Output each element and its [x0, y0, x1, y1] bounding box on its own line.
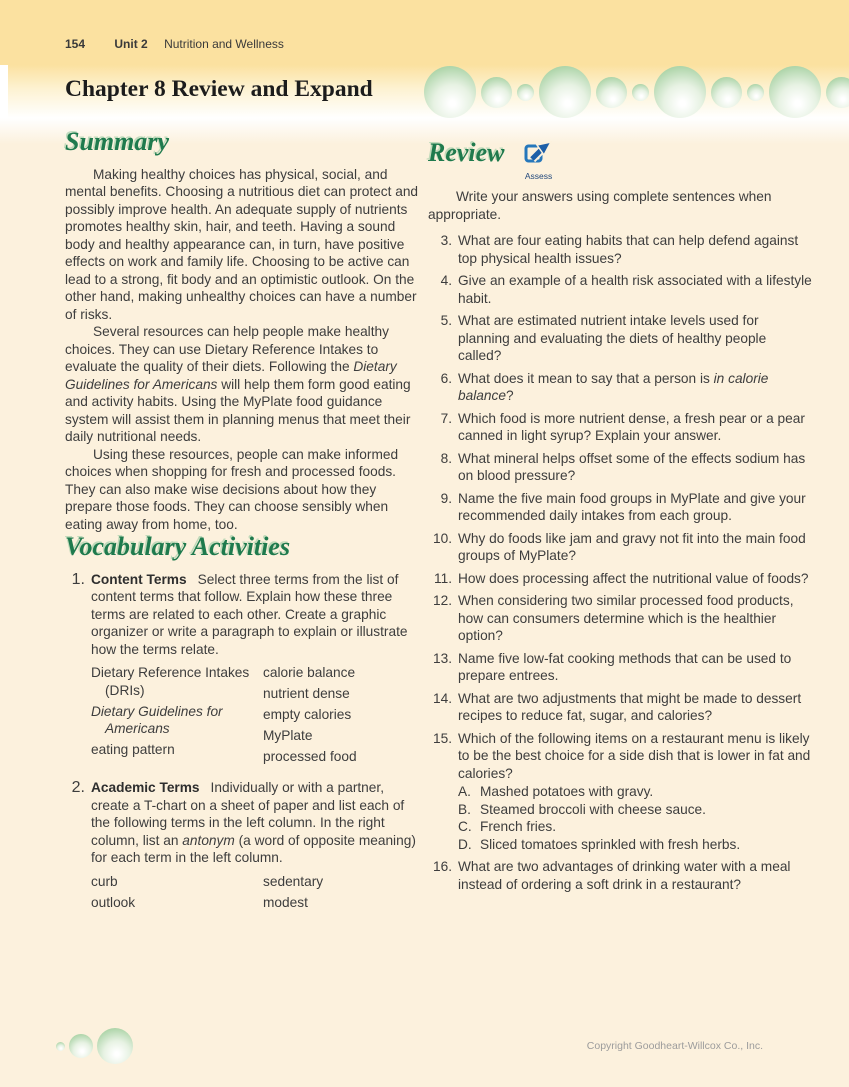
right-column [428, 139, 812, 898]
chapter-title: Chapter 8 Review and Expand [65, 76, 373, 102]
vocab-item-text: Academic Terms Individually or with a partner, create a T-chart on a sheet of paper and list each of the following terms in the left column. In the right column, list an antonym (a word of opposite meaning) for each term in the left column. [91, 780, 416, 866]
option-text: Sliced tomatoes sprinkled with fresh herbs. [480, 836, 741, 852]
vocab-item [65, 779, 422, 915]
ornament-circle [97, 1028, 133, 1064]
vocab-terms-left [91, 873, 263, 915]
option-letter: A. [458, 784, 471, 799]
review-heading: Review [428, 138, 505, 167]
vocab-term: nutrient dense [263, 686, 350, 702]
question-text: Give an example of a health risk associated with a lifestyle habit. [458, 273, 812, 306]
option-letter: B. [458, 801, 471, 817]
question-text: Why do foods like jam and gravy not fit into the main food groups of MyPlate? [458, 530, 806, 563]
review-heading-row [428, 139, 812, 181]
review-questions [428, 232, 812, 893]
assess-icon [524, 140, 554, 170]
ornament-circle [747, 84, 764, 101]
left-edge-notch [0, 65, 8, 118]
vocab-term: eating pattern [91, 742, 175, 758]
option-letter: C. [458, 819, 472, 834]
vocab-item-text: Content Terms Select three terms from the list of content terms that follow. Explain how these three terms are related to each other. Create a graphic organizer or write a paragraph to explain or illustrate how the terms relate. [91, 571, 408, 657]
vocab-term: Dietary Reference Intakes (DRIs) [91, 665, 250, 698]
question-text: What does it mean to say that a person is in calorie balance? [458, 370, 769, 403]
ornament-circle [826, 77, 849, 108]
question-text: Name five low-fat cooking methods that can be used to prepare entrees. [458, 650, 792, 683]
review-question [428, 272, 812, 307]
vocab-terms-right [263, 664, 422, 769]
question-number: 3. [440, 233, 452, 248]
top-yellow-band [0, 0, 849, 65]
option-text: Steamed broccoli with cheese sauce. [480, 801, 706, 817]
ornament-circle [517, 84, 534, 101]
unit-title: Nutrition and Wellness [164, 37, 284, 51]
ornament-circle [539, 66, 591, 118]
ornament-circle [596, 77, 627, 108]
review-question [428, 690, 812, 725]
vocab-terms-right [263, 873, 422, 915]
review-question [428, 232, 812, 267]
assess-label: Assess [524, 171, 553, 181]
question-number: 14. [432, 690, 452, 706]
vocab-terms [91, 664, 422, 769]
question-number: 12. [432, 593, 452, 608]
review-question [428, 530, 812, 565]
item-number: 2. [71, 779, 85, 797]
summary-paragraph: Several resources can help people make healthy choices. They can use Dietary Reference Intakes to evaluate the quality of their diets. Following the Dietary Guidelines for Americans will help them form good eating and activity habits. Using the MyPlate food guidance system will assist them in planning menus that meet their daily nutritional needs. [65, 324, 411, 445]
question-text: What are two advantages of drinking water with a meal instead of ordering a soft drink in a restaurant? [458, 859, 791, 892]
question-text: What are estimated nutrient intake levels used for planning and evaluating the diets of healthy people called? [458, 313, 767, 363]
vocab-item [65, 571, 422, 770]
left-column [65, 128, 422, 925]
review-question [428, 730, 812, 854]
review-question [428, 370, 812, 405]
review-question [428, 450, 812, 485]
review-question [428, 650, 812, 685]
question-text: Which food is more nutrient dense, a fresh pear or a pear canned in light syrup? Explain your answer. [458, 410, 805, 443]
vocab-term: curb [91, 873, 118, 889]
question-number: 7. [440, 410, 452, 426]
summary-heading: Summary [65, 127, 170, 156]
question-number: 16. [432, 859, 452, 874]
vocab-terms [91, 873, 422, 915]
vocab-term: MyPlate [263, 728, 313, 744]
vocab-item-lead: Content Terms [91, 571, 187, 587]
ornament-circle [69, 1034, 93, 1058]
question-text: What are two adjustments that might be made to dessert recipes to reduce fat, sugar, and calories? [458, 690, 802, 723]
question-number: 9. [440, 490, 452, 506]
option-row [458, 818, 812, 836]
vocab-item-body [91, 779, 422, 915]
vocab-item-lead: Academic Terms [91, 780, 200, 796]
option-text: French fries. [480, 819, 557, 834]
running-head [65, 37, 284, 51]
vocabulary-heading: Vocabulary Activities [65, 532, 291, 562]
review-question [428, 312, 812, 365]
vocab-item-body [91, 571, 422, 770]
ornament-circle [769, 66, 821, 118]
circle-ornament-strip [424, 63, 849, 121]
question-text: Name the five main food groups in MyPlate and give your recommended daily intakes from each group. [458, 490, 806, 523]
question-number: 10. [432, 530, 452, 546]
ornament-circle [654, 66, 706, 118]
question-text: How does processing affect the nutritional value of foods? [458, 570, 809, 586]
footer-circle-ornament [56, 1020, 133, 1072]
question-options [458, 783, 812, 853]
option-row [458, 783, 812, 801]
vocab-term: sedentary [263, 873, 324, 889]
question-number: 15. [432, 730, 452, 746]
review-question [428, 490, 812, 525]
vocab-terms-left [91, 664, 263, 769]
ornament-circle [632, 84, 649, 101]
ornament-circle [711, 77, 742, 108]
ornament-circle [424, 66, 476, 118]
question-number: 11. [433, 570, 452, 586]
review-question [428, 410, 812, 445]
review-intro: Write your answers using complete sentences when appropriate. [428, 189, 772, 222]
vocab-term: modest [263, 894, 308, 910]
option-row [458, 801, 812, 819]
summary-paragraph: Using these resources, people can make informed choices when shopping for fresh and processed foods. They can also make wise decisions about how they prepare those foods. They can choose sensibly when eating away from home, too. [65, 446, 399, 532]
question-number: 13. [432, 650, 452, 666]
option-text: Mashed potatoes with gravy. [480, 784, 654, 799]
review-question [428, 570, 812, 588]
review-question [428, 858, 812, 893]
summary-paragraph: Making healthy choices has physical, social, and mental benefits. Choosing a nutritious diet can protect and possibly improve health. An adequate supply of nutrients promotes healthy skin, hair, and teeth. Having a sound body and healthy appearance can, in turn, have positive effects on work and family life. Choosing to be active can lead to a strong, fit body and an optimistic outlook. On the other hand, making unhealthy choices can have a number of risks. [65, 166, 419, 322]
question-text: What are four eating habits that can help defend against top physical health issues? [458, 233, 799, 266]
vocabulary-items [65, 571, 422, 915]
question-number: 5. [440, 313, 452, 328]
question-text: When considering two similar processed food products, how can consumers determine which is the healthier option? [458, 593, 794, 643]
option-letter: D. [458, 836, 472, 852]
item-number: 1. [71, 570, 85, 588]
question-text: What mineral helps offset some of the effects sodium has on blood pressure? [458, 450, 806, 483]
ornament-circle [481, 77, 512, 108]
ornament-circle [56, 1042, 65, 1051]
question-number: 6. [440, 370, 452, 386]
vocab-term: Dietary Guidelines for Americans [91, 703, 223, 737]
page-number: 154 [65, 37, 86, 51]
review-question [428, 592, 812, 645]
summary-paragraphs [65, 166, 422, 534]
unit-label: Unit 2 [114, 37, 148, 51]
question-number: 4. [440, 273, 452, 288]
vocab-term: calorie balance [263, 665, 356, 681]
vocab-term: empty calories [263, 707, 352, 723]
question-number: 8. [440, 450, 452, 466]
vocab-term: processed food [263, 749, 357, 765]
option-row [458, 836, 812, 854]
vocab-term: outlook [91, 894, 136, 910]
copyright-line: Copyright Goodheart-Willcox Co., Inc. [586, 1040, 763, 1052]
question-text: Which of the following items on a restaurant menu is likely to be the best choice for a side dish that is lower in fat and calories? A. Mashed potatoes with gravy. B. Steamed broccoli with cheese sauce. C. French fries. D. Sliced tomatoes sprinkled with fresh herbs. [458, 730, 811, 852]
assess-link[interactable] [524, 140, 554, 181]
